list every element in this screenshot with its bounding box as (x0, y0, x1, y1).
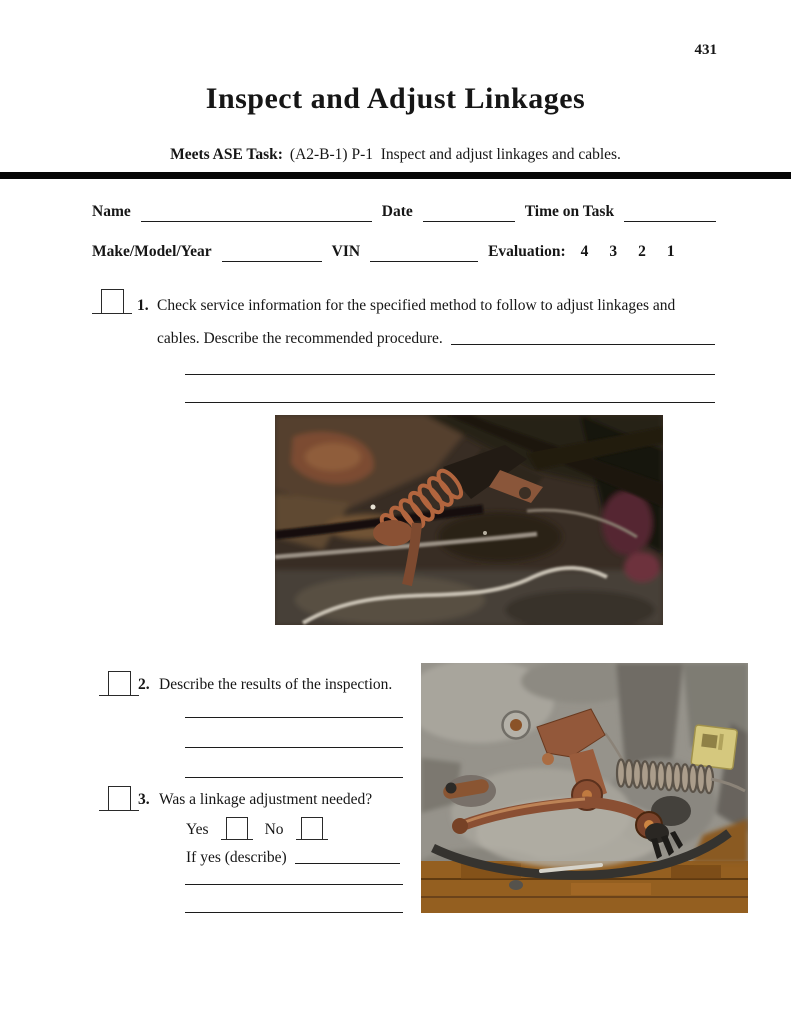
task3-yes-checkbox-box (226, 817, 248, 840)
make-model-year-input-line[interactable] (222, 247, 322, 262)
task1-number: 1. (137, 297, 149, 314)
ase-task-label: Meets ASE Task: (170, 146, 283, 163)
page-title: Inspect and Adjust Linkages (205, 82, 586, 115)
header-row-2 (92, 242, 716, 262)
name-label: Name (92, 203, 131, 220)
task1-blank-line-1[interactable] (185, 374, 715, 375)
task3-if-yes-input-line[interactable] (295, 848, 400, 864)
task3-blank-line-2[interactable] (185, 912, 403, 913)
task3-number: 3. (138, 791, 150, 808)
time-on-task-input-line[interactable] (624, 207, 716, 222)
task3-checkbox-box (108, 786, 131, 811)
task3-if-yes-label: If yes (describe) (186, 849, 287, 866)
task2-checkbox[interactable] (99, 668, 139, 696)
task1-text-line2-row (157, 329, 715, 349)
make-model-year-label: Make/Model/Year (92, 243, 212, 260)
task2-checkbox-box (108, 671, 131, 696)
vin-input-line[interactable] (370, 247, 478, 262)
task3-yes-checkbox[interactable] (221, 813, 253, 840)
photo-linkage-underbody (275, 415, 663, 625)
evaluation-score-1[interactable]: 1 (666, 243, 675, 260)
date-input-line[interactable] (423, 207, 515, 222)
evaluation-score-3[interactable]: 3 (609, 243, 618, 260)
task3-blank-line-1[interactable] (185, 884, 403, 885)
task1-text-line2: cables. Describe the recommended procedure. (157, 330, 443, 347)
task2-number: 2. (138, 676, 150, 693)
task1-text-line1: Check service information for the specified method to follow to adjust linkages and (157, 297, 676, 314)
task3-checkbox[interactable] (99, 783, 139, 811)
vin-label: VIN (331, 243, 361, 260)
name-input-line[interactable] (141, 207, 372, 222)
task3-no-label: No (264, 821, 284, 838)
task3-text: Was a linkage adjustment needed? (159, 791, 373, 808)
task3-if-yes-row (186, 848, 400, 868)
ase-task-line (0, 146, 791, 164)
task1-blank-line-2[interactable] (185, 402, 715, 403)
task2-blank-line-3[interactable] (185, 777, 403, 778)
task2-text: Describe the results of the inspection. (159, 676, 393, 693)
evaluation-score-2[interactable]: 2 (638, 243, 646, 260)
task1-procedure-input-line[interactable] (451, 329, 715, 345)
task3-yes-label: Yes (186, 821, 209, 838)
header-row-1 (92, 202, 716, 222)
ase-task-text: (A2-B-1) P-1 Inspect and adjust linkages and cables. (289, 146, 621, 163)
page-number: 431 (694, 42, 717, 58)
photo-transmission-linkage (421, 663, 748, 913)
task3-yes-no-row (186, 813, 346, 840)
evaluation-label: Evaluation: (488, 243, 566, 260)
evaluation-score-4[interactable]: 4 (580, 243, 589, 260)
evaluation-scores (581, 242, 675, 262)
time-on-task-label: Time on Task (524, 203, 615, 220)
task2-blank-line-1[interactable] (185, 717, 403, 718)
task1-checkbox-box (101, 289, 124, 314)
task2-blank-line-2[interactable] (185, 747, 403, 748)
date-label: Date (381, 203, 413, 220)
task3-no-checkbox-box (301, 817, 323, 840)
divider-rule (0, 172, 791, 179)
task3-no-checkbox[interactable] (296, 813, 328, 840)
task1-checkbox[interactable] (92, 286, 132, 314)
